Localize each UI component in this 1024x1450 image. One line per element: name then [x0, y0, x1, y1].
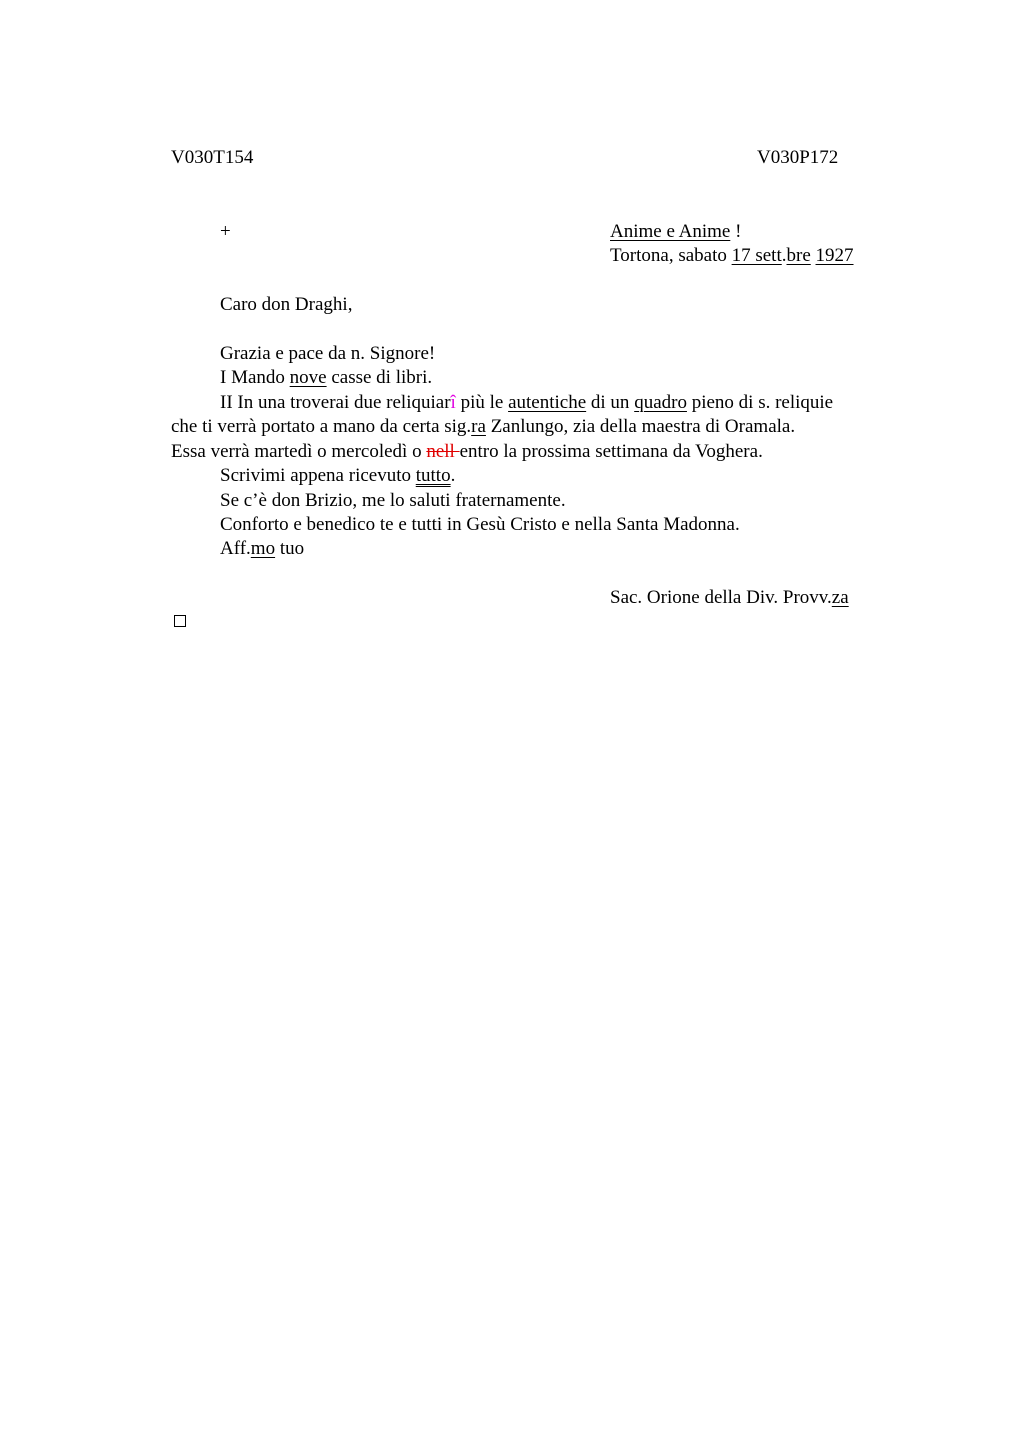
greeting: Caro don Draghi,: [220, 294, 353, 315]
signature: [610, 586, 849, 610]
body-line-1: Grazia e pace da n. Signore!: [220, 343, 436, 364]
document-code-right: V030P172: [757, 147, 839, 168]
text-run: casse di libri.: [326, 367, 433, 388]
text-run: che ti verrà portato a mano da certa sig.: [171, 416, 472, 437]
date-line: [610, 244, 854, 268]
motto-line: [610, 220, 741, 244]
cross-symbol: +: [220, 221, 231, 242]
underlined-word: mo: [250, 538, 276, 559]
underlined-word: ra: [471, 416, 486, 437]
underlined-word: quadro: [634, 392, 687, 413]
body-line-5: [171, 440, 763, 464]
text-run: Scrivimi appena ricevuto: [220, 465, 416, 486]
text-run: di un: [586, 392, 635, 413]
text-run: .: [450, 465, 456, 486]
text-run: Aff.: [220, 538, 251, 559]
text-run: I Mando: [220, 367, 290, 388]
date-month-suffix: bre: [786, 245, 811, 266]
text-run: tuo: [275, 538, 305, 559]
underlined-word: autentiche: [508, 392, 587, 413]
text-run: II In una troverai due reliquiar: [220, 392, 451, 413]
date-year: 1927: [815, 245, 854, 266]
underlined-word: nove: [289, 367, 327, 388]
body-line-2: [220, 366, 432, 390]
signature-text: Sac. Orione della Div. Provv.: [610, 587, 832, 608]
body-line-3: [220, 391, 833, 415]
text-run: più le: [455, 392, 509, 413]
text-run: Essa verrà martedì o mercoledì o: [171, 441, 427, 462]
struck-word: nell: [426, 441, 460, 462]
text-run: entro la prossima settimana da Voghera.: [459, 441, 763, 462]
document-code-left: V030T154: [171, 147, 254, 168]
date-dot: .: [781, 245, 787, 266]
body-line-8: Conforto e benedico te e tutti in Gesù Cristo e nella Santa Madonna.: [220, 514, 740, 535]
checkbox-square-icon: [174, 615, 186, 627]
body-line-6: [220, 464, 455, 488]
closing: [220, 537, 304, 561]
highlighted-letter: î: [450, 392, 456, 413]
body-line-4: [171, 415, 795, 439]
double-underlined-word: tutto: [415, 465, 451, 486]
text-run: pieno di s. reliquie: [686, 392, 834, 413]
text-run: Zanlungo, zia della maestra di Oramala.: [485, 416, 796, 437]
date-day: 17 sett: [731, 245, 782, 266]
motto-text: Anime e Anime: [610, 221, 731, 242]
date-prefix: Tortona, sabato: [610, 245, 732, 266]
signature-suffix: za: [831, 587, 849, 608]
motto-exclamation: !: [730, 221, 742, 242]
body-line-7: Se c’è don Brizio, me lo saluti fraternamente.: [220, 490, 566, 511]
